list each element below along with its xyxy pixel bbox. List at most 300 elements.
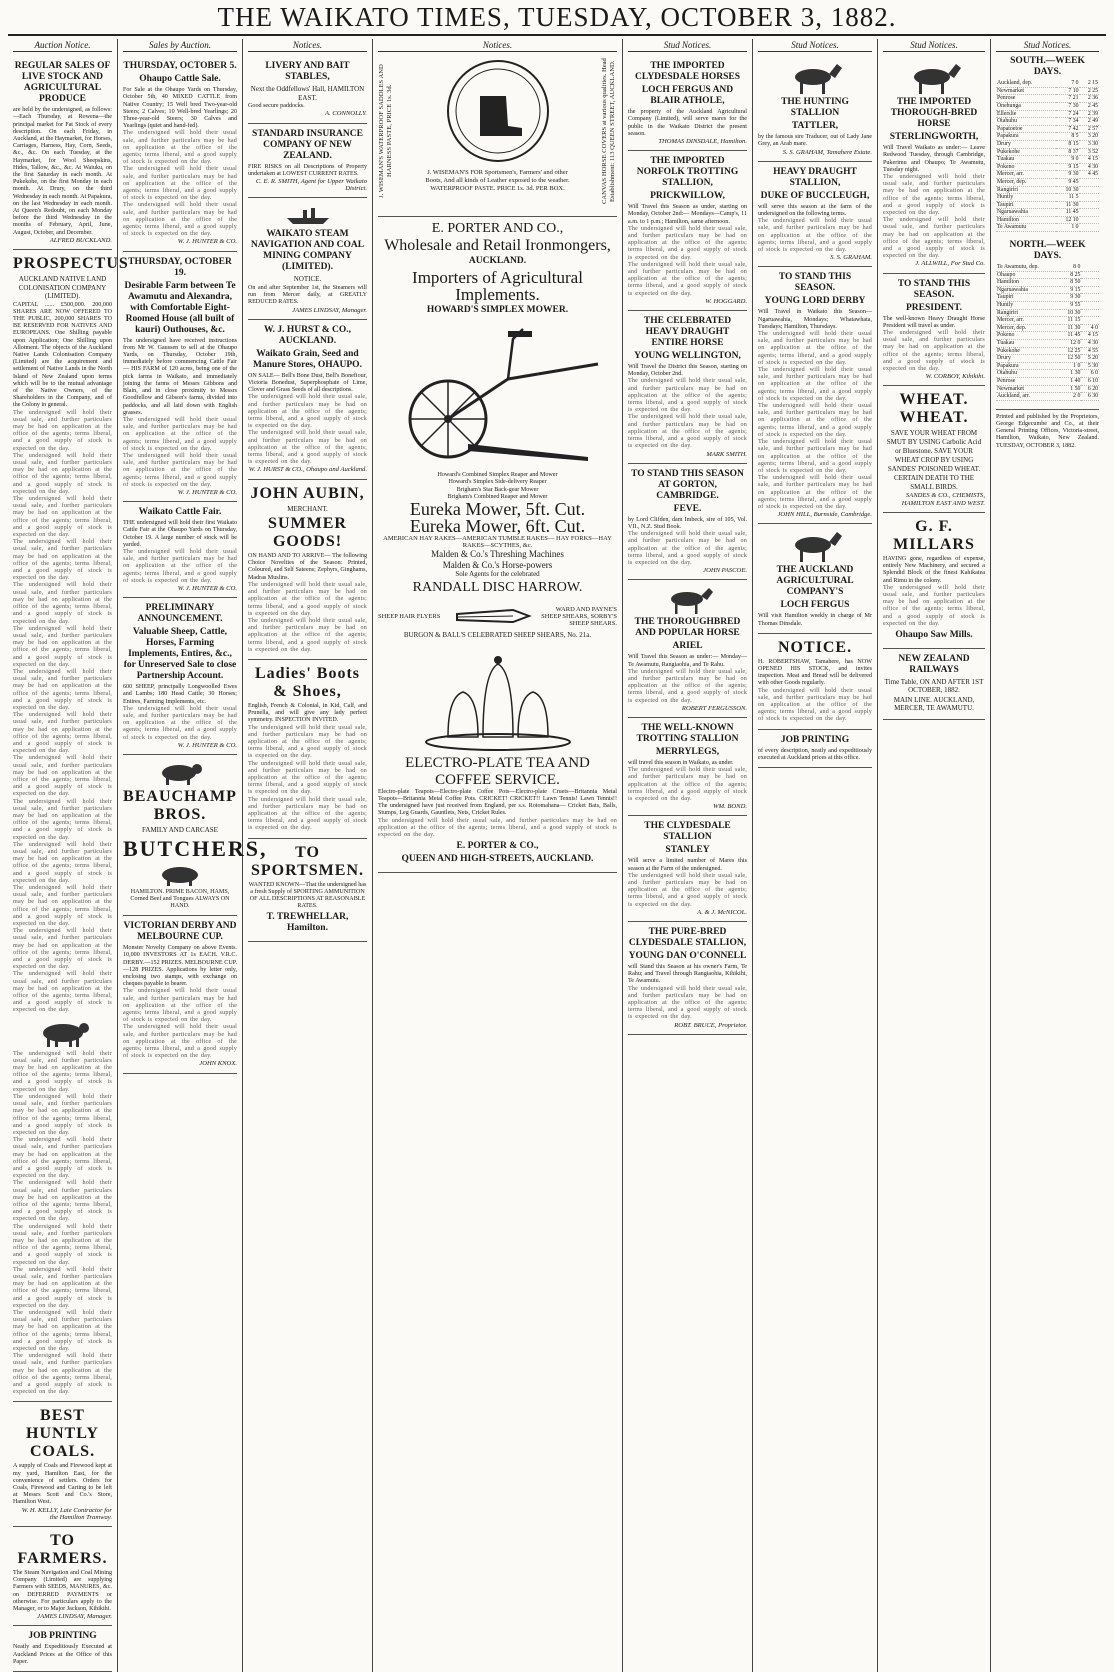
station-name: Papatoetoe xyxy=(996,125,1056,133)
ad-title: STANDARD INSURANCE COMPANY OF NEW ZEALAND. xyxy=(252,128,363,161)
city-label: AUCKLAND. xyxy=(468,256,527,267)
south-timetable-title: SOUTH.—WEEK DAYS. xyxy=(1010,56,1085,78)
departure-time xyxy=(1080,224,1099,232)
departure-time: 11 30 xyxy=(1060,324,1082,332)
cattle-sale-ad xyxy=(123,56,237,251)
ad-title: TO STAND THIS SEASON. xyxy=(778,272,852,294)
ad-body-continued: The undersigned will hold their usual sale, and further particulars may be had on application at the office of the agents; terms liberal, and a good supply of stock is expected on the day. xyxy=(248,430,367,466)
ad-body-continued: The undersigned will hold their usual sale, and further particulars may be had on application at the office of the agents; terms liberal, and a good supply of stock is expected on the day. xyxy=(13,668,112,711)
timetable-row xyxy=(996,355,1099,363)
ad-body: by the famous sire Traducer, out of Lady Jane Grey, an Arab mare. xyxy=(758,134,872,148)
ad-body: On and after September 1st, the Steamers will run from Mercer daily, at GREATLY REDUCED RATES. xyxy=(248,284,367,306)
station-name: Te Awamutu, dep. xyxy=(996,264,1060,271)
footer-subtitle: QUEEN AND HIGH-STREETS, AUCKLAND. xyxy=(401,854,594,865)
ad-title: THE PURE-BRED CLYDESDALE STALLION, xyxy=(628,927,747,948)
ad-subtitle: STANLEY xyxy=(665,845,710,856)
timetable-row xyxy=(996,224,1099,232)
stud-ad xyxy=(758,56,872,162)
departure-time: 10 30 xyxy=(1060,309,1082,317)
ad-body-continued: The undersigned will hold their usual sale, and further particulars may be had on application at the office of the agents; terms liberal, and a good supply of stock is expected on the day. xyxy=(13,928,112,971)
departure-time: 2 25 xyxy=(1080,87,1099,95)
ad-body: Will Travel Waikato as under:— Leave Redwood Tuesday, through Cambridge, Pukerimu and Ohaupo; Te Awamutu, Tuesday night. xyxy=(883,145,985,173)
steamship-icon xyxy=(283,204,333,226)
departure-time: 4 30 xyxy=(1081,340,1099,348)
ad-body-continued: The undersigned will hold their usual sale, and further particulars may be had on application at the office of the agents; terms liberal, and a good supply of stock is expected on the day. xyxy=(883,217,985,260)
station-name: Ngaruawahia xyxy=(996,286,1060,294)
column-heading: Sales by Auction. xyxy=(123,39,237,52)
ad-body-continued: The undersigned will hold their usual sale, and further particulars may be had on application at the office of the agents; terms liberal, and a good supply of stock is expected on the day. xyxy=(13,841,112,884)
ad-title: JOB PRINTING xyxy=(780,734,850,745)
station-name: Tuakau xyxy=(996,340,1060,348)
departure-time: 9 30 xyxy=(1056,171,1080,179)
ad-body: Monster Novelty Company on above Events. 10,000 INVESTORS AT 1s EACH. V.R.C. DERBY.—152 PRIZES. MELBOURNE CUP.—128 PRIZES. Applications by letter only, enclosing two stamps, with exchange on cheques payable to bearer. xyxy=(123,945,237,988)
job-printing-ad xyxy=(758,730,872,768)
ad-body: The well-known Heavy Draught Horse President will travel as under. xyxy=(883,315,985,329)
departure-time: 7 24 xyxy=(1056,110,1080,118)
john-aubin-ad xyxy=(248,480,367,660)
ad-headline: BUTCHERS, xyxy=(123,835,268,861)
horse-engraving-icon xyxy=(661,586,715,614)
departure-time: 1 0 xyxy=(1060,362,1082,370)
ad-body-continued: The undersigned will hold their usual sale, and further particulars may be had on application at the office of the agents; terms liberal, and a good supply of stock is expected on the day. xyxy=(628,531,747,566)
ad-body: For Sale at the Ohaupo Yards on Thursday, October 5th, 40 MIXED CATTLE from Native Country; 15 Well bred Two-year-old Steers; 2 Calves; 10 Well-bred Yearlings; 20 Three-year-old Steers; 30 Calves and Yearlings (quiet and hand-fed). xyxy=(123,87,237,130)
steam-navigation-ad xyxy=(248,198,367,319)
ad-title: THE WELL-KNOWN TROTTING STALLION xyxy=(636,722,739,744)
ad-body: MAIN LINE. AUCKLAND, MERCER, TE AWAMUTU. xyxy=(893,695,975,713)
departure-time: 1 0 xyxy=(1056,224,1080,232)
ad-title: G. F. MILLARS xyxy=(893,517,975,553)
ad-body-continued: The undersigned will hold their usual sale, and further particulars may be had on application at the office of the agents; terms liberal, and a good supply of stock is expected on the day. xyxy=(248,617,367,653)
departure-time: 9 55 xyxy=(1060,302,1082,310)
station-name: Penrose xyxy=(996,95,1056,103)
ad-subtitle: MERCHANT. xyxy=(287,504,328,513)
departure-time: 9 15 xyxy=(1056,163,1080,171)
ad-title: WHEAT. WHEAT. xyxy=(899,391,969,427)
north-timetable xyxy=(996,264,1099,401)
ad-body-continued: The undersigned will hold their usual sale, and further particulars may be had on application at the office of the agents; terms liberal, and a good supply of stock is expected on the day. xyxy=(13,1353,112,1396)
ad-body-continued: The undersigned will hold their usual sale, and further particulars may be had on application at the office of the agents; terms liberal, and a good supply of stock is expected on the day. xyxy=(123,548,237,584)
timetable-row xyxy=(996,148,1099,156)
departure-time: 11 45 xyxy=(1056,209,1080,217)
ad-body: Will Travel this Season as under, starting on Monday, October 2nd:— Mondays—Camp's, 11 a.m. to 1 p.m.; Hamilton, same afternoon. xyxy=(628,204,747,225)
ad-signature: JAMES LINDSAY, Manager. xyxy=(292,306,367,314)
station-name: Hamilton xyxy=(996,279,1060,287)
station-name: Te Awamutu xyxy=(996,224,1056,232)
ad-body: 600 SHEEP, principally Longwoolled Ewes and Lambs; 180 Head Cattle; 30 Horses; Entires, Farming Implements, etc. xyxy=(123,684,237,705)
station-name: Otahuhu xyxy=(996,370,1060,378)
ad-title: TO FARMERS. xyxy=(17,1532,108,1568)
stud-ad xyxy=(628,922,747,1035)
farm-sale-ad xyxy=(123,252,237,502)
ad-title: THE HUNTING STALLION xyxy=(781,97,849,119)
station-name: Pukekohe xyxy=(996,347,1060,355)
south-timetable xyxy=(996,80,1099,232)
timetable-row xyxy=(996,194,1099,202)
station-name: Auckland, dep. xyxy=(996,80,1056,87)
ad-body-continued: The undersigned will hold their usual sale, and further particulars may be had on application at the office of the agents; terms liberal, and a good supply of stock is expected on the day. xyxy=(123,988,237,1024)
ad-signature: WM. BOND. xyxy=(713,803,747,811)
millars-ad xyxy=(883,513,985,649)
vertical-text-right: CANVAS HORSE COVERS at various qualities. Head Establishment: 113 QUEEN STREET, AUCKLAND. xyxy=(601,58,616,205)
grain-seed-ad xyxy=(248,320,367,480)
ad-body: WANTED KNOWN—That the undersigned has a fresh Supply of SPORTING AMMUNITION OF ALL DESCRIPTIONS AT REASONABLE RATES. xyxy=(248,881,367,910)
plate-body: Electro-plate Teapots—Electro-plate Coffee Pots—Electro-plate Cruets—Britannia Metal Teapots—Britannia Metal Coffee Pots. CRICKET! CRICKET!! Lawn Tennis! Lawn Tennis!! The undersigned have just received from England, per s.s. Rotomahana— Cricket Bats, Balls, Stumps, Leg Guards, Gauntlets, Nets, Cricket Rules. xyxy=(378,788,617,817)
timetable-row xyxy=(996,95,1099,103)
column-5 xyxy=(623,39,753,1672)
departure-time: 2 57 xyxy=(1080,125,1099,133)
ad-signature: C. E. R. SMITH, Agent for Upper Waikato District. xyxy=(255,178,367,193)
station-name: Drury xyxy=(996,140,1056,148)
departure-time: 8 0 xyxy=(1060,264,1082,271)
ad-subtitle: Next the Oddfellows' Hall, HAMILTON EAST. xyxy=(250,85,365,102)
departure-time: 7 34 xyxy=(1056,118,1080,126)
departure-time: 11 5 xyxy=(1056,194,1080,202)
timetable-row xyxy=(996,216,1099,224)
ad-title: TO STAND THIS SEASON. xyxy=(897,278,971,300)
column-1 xyxy=(8,39,129,1672)
mower-heading: HOWARD'S SIMPLEX MOWER. xyxy=(426,305,569,316)
column-heading: Stud Notices. xyxy=(628,39,747,52)
departure-time: 8 37 xyxy=(1056,148,1080,156)
station-name: Taupiri xyxy=(996,294,1060,302)
ad-body-continued: The undersigned will hold their usual sale, and further particulars may be had on application at the office of the agents; terms liberal, and a good supply of stock is expected on the day. xyxy=(13,798,112,841)
ad-body: HAMILTON. PRIME BACON, HAMS, Corned Beef and Tongues ALWAYS ON HAND. xyxy=(130,888,230,909)
timetable-row xyxy=(996,279,1099,287)
column-heading: Stud Notices. xyxy=(883,39,985,52)
ad-signature: J. ALLWILL, For Stud Co. xyxy=(915,260,985,268)
departure-time: 5 30 xyxy=(1081,362,1099,370)
ad-signature: S. S. GRAHAM, Tamahere Estate. xyxy=(782,148,872,156)
ad-body: A supply of Coals and Firewood kept at my yard, Hamilton East, for the convenience of settlers. Orders for Coals, Firewood and Carting to be left at Messrs Scott and Co.'s Store, Hamilton West. xyxy=(13,1463,112,1506)
timetable-row xyxy=(996,362,1099,370)
column-4-porter xyxy=(373,39,623,1672)
stud-ad xyxy=(628,151,747,311)
ad-body: will travel this season in Waikato, as under. xyxy=(628,759,734,766)
station-name: Taupiri xyxy=(996,201,1056,209)
ad-title: TO STAND THIS SEASON AT GORTON, CAMBRIDGE. xyxy=(631,468,744,501)
ad-title: THE AUCKLAND AGRICULTURAL COMPANY'S xyxy=(776,565,854,598)
ad-signature: JAMES LINDSAY, Manager. xyxy=(37,1613,112,1621)
prospectus xyxy=(13,250,129,1402)
importers-line: Importers of Agricultural Implements. xyxy=(412,268,583,305)
departure-time xyxy=(1080,209,1099,217)
plate-title: ELECTRO-PLATE TEA AND COFFEE SERVICE. xyxy=(405,754,590,788)
ad-title: THURSDAY, OCTOBER 5. xyxy=(123,61,237,72)
ad-body-continued: The undersigned will hold their usual sale, and further particulars may be had on application at the office of the agents; terms liberal, and a good supply of stock is expected on the day. xyxy=(13,496,112,539)
departure-time: 4 30 xyxy=(1080,163,1099,171)
ad-body-continued: The undersigned will hold their usual sale, and further particulars may be had on application at the office of the agents; terms liberal, and a good supply of stock is expected on the day. xyxy=(123,705,237,741)
ad-signature: W. H. KELLY, Late Contractor for the Hamilton Tramway. xyxy=(21,1506,112,1521)
departure-time: 9 45 xyxy=(1056,178,1080,186)
ad-signature: W. HOGGARD. xyxy=(705,297,747,305)
station-name: Ellerslie xyxy=(996,110,1056,118)
timetable-row xyxy=(996,156,1099,164)
departure-time: 4 45 xyxy=(1080,171,1099,179)
stud-ad xyxy=(883,274,985,387)
ad-body: The Steam Navigation and Coal Mining Company (Limited) are supplying Farmers with SEEDS, MANURES, &c. on DEFERRED PAYMENTS or otherwise. For particulars apply to the Manager, or to Major Jackson, Kihikihi. xyxy=(13,1570,112,1613)
coal-ad xyxy=(13,1402,112,1527)
departure-time xyxy=(1080,201,1099,209)
ad-body-continued: The undersigned will hold their usual sale, and further particulars may be had on application at the office of the agents; terms liberal, and a good supply of stock is expected on the day. xyxy=(758,367,872,402)
eureka-line-2: Eureka Mower, 6ft. Cut. xyxy=(409,516,586,537)
departure-time: 6 0 xyxy=(1081,370,1099,378)
timetable-row xyxy=(996,209,1099,217)
column-heading: Stud Notices. xyxy=(996,39,1099,52)
ad-signature: JOHN HILL, Burnside, Cambridge. xyxy=(777,511,872,519)
shears-right: WARD AND PAYNE'S SHEEP SHEARS, SORBY'S SHEEP SHEARS. xyxy=(541,605,617,628)
departure-time xyxy=(1081,294,1099,302)
station-name: Auckland, arr. xyxy=(996,393,1060,401)
column-heading: Notices. xyxy=(378,39,617,52)
station-name: Hamilton xyxy=(996,216,1056,224)
stud-ad xyxy=(628,816,747,922)
ad-body: will serve this season at the farm of the undersigned on the following terms. xyxy=(758,203,872,218)
ad-signature: A. & J. McNICOL. xyxy=(697,908,747,916)
ad-body: English, French & Colonial, in Kid, Calf, and Prunella, and will give any lady perfect symmetry. INSPECTION INVITED. xyxy=(248,702,367,724)
departure-time xyxy=(1080,216,1099,224)
departure-time: 3 30 xyxy=(1080,140,1099,148)
ad-body: CAPITAL ...... £500,000. 200,000 SHARES ARE NOW OFFERED TO THE PUBLIC, 200,000 SHARES TO BE RESERVED FOR NATIVES AND EUROPEANS. One Shilling payable upon Application; One Shilling upon Allotment. The objects of the Auckland Native Lands Colonisation Company (Limited) are the acquirement and settlement of Native Lands in the North Island of New Zealand upon terms which will be to the mutual advantage of the Native Owners, of the Shareholders in the Company, and of the Colony in general. xyxy=(13,301,112,409)
horse-engraving-icon xyxy=(785,62,845,94)
departure-time xyxy=(1081,271,1099,279)
timetable-row xyxy=(996,80,1099,87)
timetable-row xyxy=(996,271,1099,279)
timetable-row xyxy=(996,125,1099,133)
departure-time: 6 20 xyxy=(1081,385,1099,393)
tea-service-icon xyxy=(418,642,578,752)
ad-body-continued: The undersigned will hold their usual sale, and further particulars may be had on application at the office of the agents; terms liberal, and a good supply of stock is expected on the day. xyxy=(883,330,985,373)
ad-body-continued: The undersigned will hold their usual sale, and further particulars may be had on application at the office of the agents; terms liberal, and a good supply of stock is expected on the day. xyxy=(13,1050,112,1093)
departure-time xyxy=(1080,186,1099,194)
ad-body-continued: The undersigned will hold their usual sale, and further particulars may be had on application at the office of the agents; terms liberal, and a good supply of stock is expected on the day. xyxy=(13,1137,112,1180)
timetable-row xyxy=(996,393,1099,401)
ad-body-continued: The undersigned will hold their usual sale, and further particulars may be had on application at the office of the agents; terms liberal, and a good supply of stock is expected on the day. xyxy=(13,1223,112,1266)
ad-body: Will visit Hamilton weekly in charge of Mr Thomas Dinsdale. xyxy=(758,613,872,627)
ad-body-continued: The undersigned will hold their usual sale, and further particulars may be had on application at the office of the agents; terms liberal, and a good supply of stock is expected on the day. xyxy=(13,1266,112,1309)
porter-ironmongers-ad xyxy=(378,217,617,873)
departure-time: 9 0 xyxy=(1056,156,1080,164)
ad-subtitle: FEVE. xyxy=(673,503,702,514)
departure-time: 1 50 xyxy=(1060,385,1082,393)
ad-subtitle: MERRYLEGS, xyxy=(655,746,720,757)
product-item: Howard's Combined Simplex Reaper and Mower xyxy=(437,472,558,479)
livery-ad xyxy=(248,56,367,123)
north-timetable-title: NORTH.—WEEK DAYS. xyxy=(1009,240,1086,262)
stud-ad xyxy=(883,56,985,273)
departure-time: 4 15 xyxy=(1081,332,1099,340)
masthead: THE WAIKATO TIMES, TUESDAY, OCTOBER 3, 1882. xyxy=(8,0,1106,36)
column-7 xyxy=(878,39,991,1672)
ad-subtitle: TATTLER, xyxy=(791,121,839,132)
ad-signature: JOHN KNOX. xyxy=(199,1060,237,1068)
harrow-line: RANDALL DISC HARROW. xyxy=(412,579,583,595)
pig-engraving-icon xyxy=(155,864,205,886)
station-name: Huntly xyxy=(996,194,1056,202)
stud-ad xyxy=(758,267,872,524)
ad-body: The undersigned have received instructions from Mr W. Gaussen to sell at the Ohaupo Yards, on Thursday, October 19th, immediately before commencing Cattle Fair — HIS FARM of 120 acres, being one of the pick farms in Waikato, and immediately joining the farms of Messrs Gibbons and Blain, and in close proximity to Messrs Goodfellow and Gibson's farms, divided into paddocks, and all laid down with English grasses. xyxy=(123,337,237,416)
departure-time: 9 30 xyxy=(1060,294,1082,302)
ad-subtitle: YOUNG LORD DERBY xyxy=(764,296,866,307)
ad-title: W. J. HURST & CO., AUCKLAND. xyxy=(263,324,352,346)
ad-body-continued: The undersigned will hold their usual sale, and further particulars may be had on application at the office of the agents; terms liberal, and a good supply of stock is expected on the day. xyxy=(13,625,112,668)
ad-body: will Stand this Season at his owner's Farm, Te Rahu; and Travel through Rangiaohia, Kihikihi, Te Awamutu. xyxy=(628,964,747,985)
station-name: Pukekohe xyxy=(996,148,1056,156)
column-8-timetable xyxy=(991,39,1104,1672)
farmers-ad xyxy=(13,1527,112,1626)
station-name: Otahuhu xyxy=(996,118,1056,126)
station-name: Newmarket xyxy=(996,385,1060,393)
stud-ad xyxy=(628,718,747,816)
burgon-line: BURGON & BALL'S CELEBRATED SHEEP SHEARS, No. 21a. xyxy=(403,630,592,639)
railways-ad xyxy=(883,649,985,720)
footer-title: E. PORTER & CO., xyxy=(456,841,539,852)
ad-body-continued: The undersigned will hold their usual sale, and further particulars may be had on application at the office of the agents; terms liberal, and a good supply of stock is expected on the day. xyxy=(248,796,367,832)
timetable-row xyxy=(996,186,1099,194)
ad-signature: W. J. HUNTER & CO. xyxy=(177,238,237,246)
station-name: Mercer, arr. xyxy=(996,171,1056,179)
station-name: Ohaupo xyxy=(996,271,1060,279)
departure-time: 2 0 xyxy=(1060,393,1082,401)
ad-title: WAIKATO STEAM NAVIGATION AND COAL MINING COMPANY (LIMITED). xyxy=(250,229,365,273)
ad-body: are held by the undersigned, as follows:—Each Thursday, at Rowena—the principal market for Fat Stock of every description. On each Friday, in Auckland, at the Haymarket, for Horses, Carriages, Harness, Hay, Corn, Seeds, &c., &c. On each Tuesday, at the Haymarket, for Wool Sheepskins, Hides, Tallow, &c., &c. At Waiuku, on the first Saturday in each month. At Pukekohe, on the first Monday in each month. At Drury, on the third Wednesday in each month. At Papakura, on the last Wednesday in each month. At Queen's Redoubt, on each Monday before the third Wednesday in the months of February, April, June, August, October, and December. xyxy=(13,107,112,236)
ad-body: THE undersigned will hold their first Waikato Cattle Fair at the Ohaupo Yards on Thursday, October 19. A large number of stock will be yarded. xyxy=(123,520,237,548)
ad-body-continued: The undersigned will hold their usual sale, and further particulars may be had on application at the office of the agents; terms liberal, and a good supply of stock is expected on the day. xyxy=(628,414,747,450)
ad-body-continued: The undersigned will hold their usual sale, and further particulars may be had on application at the office of the agents; terms liberal, and a good supply of stock is expected on the day. xyxy=(123,1024,237,1060)
timetable-row xyxy=(996,317,1099,325)
station-name: Rangiriri xyxy=(996,186,1056,194)
ad-title: THE IMPORTED NORFOLK TROTTING STALLION, xyxy=(636,156,739,189)
malden-line-1: Malden & Co.'s Threshing Machines xyxy=(431,549,564,560)
ad-body-continued: The undersigned will hold their usual sale, and further particulars may be had on application at the office of the agents; terms liberal, and a good supply of stock is expected on the day. xyxy=(758,403,872,438)
vertical-text-left: J. WISEMAN'S WATERPROOF SADDLES AND HARNESS PASTE, PRICE 1s. 3d. xyxy=(378,64,393,199)
ad-body-continued: The undersigned will hold their usual sale, and further particulars may be had on application at the office of the agents; terms liberal, and a good supply of stock is expected on the day. xyxy=(628,378,747,414)
departure-time: 11 30 xyxy=(1056,201,1080,209)
column-heading: Notices. xyxy=(248,39,367,52)
timetable-row xyxy=(996,102,1099,110)
ad-signature: MARK SMITH. xyxy=(706,450,747,458)
preliminary-announcement xyxy=(123,598,237,755)
ad-body: Neatly and Expeditiously Executed at Auckland Prices at the Office of this Paper. xyxy=(13,1644,112,1665)
ad-body-continued: The undersigned will hold their usual sale, and further particulars may be had on application at the office of the agents; terms liberal, and a good supply of stock is expected on the day. xyxy=(248,760,367,796)
ad-body: the property of the Auckland Agricultural Company (Limited), will serve mares for the public in the Waikato District the present season. xyxy=(628,109,747,137)
sole-agents-line: Sole Agents for the celebrated xyxy=(455,570,540,579)
ad-body-continued: The undersigned will hold their usual sale, and further particulars may be had on application at the office of the agents; terms liberal, and a good supply of stock is expected on the day. xyxy=(758,439,872,474)
boots-shoes-ad xyxy=(248,660,367,839)
departure-time: 12 10 xyxy=(1056,216,1080,224)
ad-title: THE CLYDESDALE STALLION xyxy=(644,821,731,843)
cattle-fair-ad xyxy=(123,502,237,598)
ad-body: Will Travel the District this Season, starting on Monday, October 2nd. xyxy=(628,364,747,378)
stud-ad xyxy=(628,56,747,151)
timetable-row xyxy=(996,332,1099,340)
shears-row xyxy=(378,602,617,632)
departure-time: 1 40 xyxy=(1060,377,1082,385)
ad-subtitle: PRESIDENT. xyxy=(905,302,963,313)
station-name: Onehunga xyxy=(996,102,1056,110)
ad-title: THE IMPORTED THOROUGH-BRED HORSE xyxy=(890,97,978,130)
job-printing-ad xyxy=(13,1626,112,1672)
ad-title: JOB PRINTING xyxy=(28,1631,97,1642)
timetable-row xyxy=(996,340,1099,348)
departure-time xyxy=(1081,317,1099,325)
ad-body: HAVING gone, regardless of expense, entirely New Machinery, and secured a Splendid Block of the finest Kahikatea and Rimu in the colony. xyxy=(883,555,985,584)
station-name: Huntly xyxy=(996,302,1060,310)
ad-subtitle: Ohaupo Saw Mills. xyxy=(895,629,973,640)
departure-time: 2 39 xyxy=(1080,110,1099,118)
ad-subtitle: Desirable Farm between Te Awamutu and Alexandra, with Comfortable Eight-Roomed House (all built of kauri) Outhouses, &c. xyxy=(124,280,236,335)
eureka-line-1: Eureka Mower, 5ft. Cut. xyxy=(409,499,586,520)
timetable-row xyxy=(996,264,1099,271)
ad-title: JOHN AUBIN, xyxy=(250,484,365,502)
auction-notice xyxy=(13,56,112,250)
timetable-row xyxy=(996,347,1099,355)
departure-time xyxy=(1081,279,1099,287)
ad-body-continued: The undersigned will hold their usual sale, and further particulars may be had on application at the office of the agents; terms liberal, and a good supply of stock is expected on the day. xyxy=(758,218,872,254)
stud-ad xyxy=(758,524,872,633)
ad-title: PRELIMINARY ANNOUNCEMENT. xyxy=(137,603,223,625)
column-heading: Auction Notice. xyxy=(13,39,112,52)
departure-time: 8 5 xyxy=(1056,133,1080,141)
timetable-row xyxy=(996,87,1099,95)
ad-body-continued: The undersigned will hold their usual sale, and further particulars may be had on application at the office of the agents; terms liberal, and a good supply of stock is expected on the day. xyxy=(13,582,112,625)
ad-signature: S. S. GRAHAM. xyxy=(830,254,872,262)
ad-signature: ROBERT FERGUSSON. xyxy=(681,704,747,712)
station-name: Tuakau xyxy=(996,156,1056,164)
ad-body-continued: The undersigned will hold their usual sale, and further particulars may be had on application at the office of the agents; terms liberal, and a good supply of stock is expected on the day. xyxy=(758,687,872,723)
plate-body-continued: The undersigned will hold their usual sale, and further particulars may be had on application at the office of the agents; terms liberal, and a good supply of stock is expected on the day. xyxy=(378,817,617,839)
ad-title: E. PORTER AND CO., xyxy=(431,221,564,237)
ad-body-continued: The undersigned will hold their usual sale, and further particulars may be had on application at the office of the agents; terms liberal, and a good supply of stock is expected on the day. xyxy=(248,394,367,430)
horse-engraving-icon xyxy=(785,530,845,562)
column-2 xyxy=(118,39,268,1672)
departure-time xyxy=(1080,178,1099,186)
timetable-row xyxy=(996,324,1099,332)
station-name: Rangiriri xyxy=(996,309,1060,317)
ad-subtitle: YOUNG WELLINGTON, xyxy=(634,351,741,362)
product-item: Howard's Simplex Side-delivery Reaper xyxy=(448,479,547,486)
ad-body-continued: The undersigned will hold their usual sale, and further particulars may be had on application at the office of the agents; terms liberal, and a good supply of stock is expected on the day. xyxy=(123,452,237,488)
ad-signature: THOMAS DINSDALE, Hamilton. xyxy=(658,138,747,146)
product-item: Brigham's Combined Reaper and Mower xyxy=(447,493,548,500)
timetable-row xyxy=(996,286,1099,294)
ad-body-continued: The undersigned will hold their usual sale, and further particulars may be had on application at the office of the agents; terms liberal, and a good supply of stock is expected on the day. xyxy=(13,1180,112,1223)
ad-body: Will Travel in Waikato this Season— Ngaruawahia, Mondays; Whatawhata, Tuesdays; Hamilton, Thursdays. xyxy=(758,309,872,330)
departure-time: 2 49 xyxy=(1080,118,1099,126)
ad-body-continued: The undersigned will hold their usual sale, and further particulars may be had on application at the office of the agents; terms liberal, and a good supply of stock is expected on the day. xyxy=(13,1309,112,1352)
logo-caption: J. WISEMAN'S FOR Sportsmen's, Farmers' and other Boots, And all kinds of Leather exposed to the weather. WATERPROOF PASTE. PRICE 1s. 3d. PER BOX. xyxy=(425,169,570,193)
ad-body-continued: The undersigned will hold their usual sale, and further particulars may be had on application at the office of the agents; terms liberal, and a good supply of stock is expected on the day. xyxy=(13,971,112,1014)
ad-subtitle: NOTICE. xyxy=(293,275,322,284)
departure-time xyxy=(1081,302,1099,310)
ad-title: Ladies' Boots & Shoes, xyxy=(254,664,360,700)
departure-time: 8 15 xyxy=(1056,140,1080,148)
departure-time: 8 50 xyxy=(1060,279,1082,287)
horse-engraving-icon xyxy=(904,62,964,94)
bull-engraving-icon xyxy=(155,761,205,785)
timetable-row xyxy=(996,133,1099,141)
timetable-row xyxy=(996,309,1099,317)
departure-time: 7 10 xyxy=(1056,87,1080,95)
stud-ad xyxy=(628,580,747,718)
ad-signature: SANDES & CO., CHEMISTS, HAMILTON EAST AND WEST. xyxy=(901,492,985,507)
ad-signature: W. J. HUNTER & CO. xyxy=(177,741,237,749)
ad-body-continued: The undersigned will hold their usual sale, and further particulars may be had on application at the office of the agents; terms liberal, and a good supply of stock is expected on the day. xyxy=(758,331,872,366)
departure-time: 6 10 xyxy=(1081,377,1099,385)
departure-time: 12 0 xyxy=(1060,340,1082,348)
ad-title: LIVERY AND BAIT STABLES, xyxy=(265,61,350,83)
ad-title: THURSDAY, OCTOBER 19. xyxy=(128,256,232,278)
ad-subtitle: LOCH FERGUS xyxy=(780,600,850,611)
